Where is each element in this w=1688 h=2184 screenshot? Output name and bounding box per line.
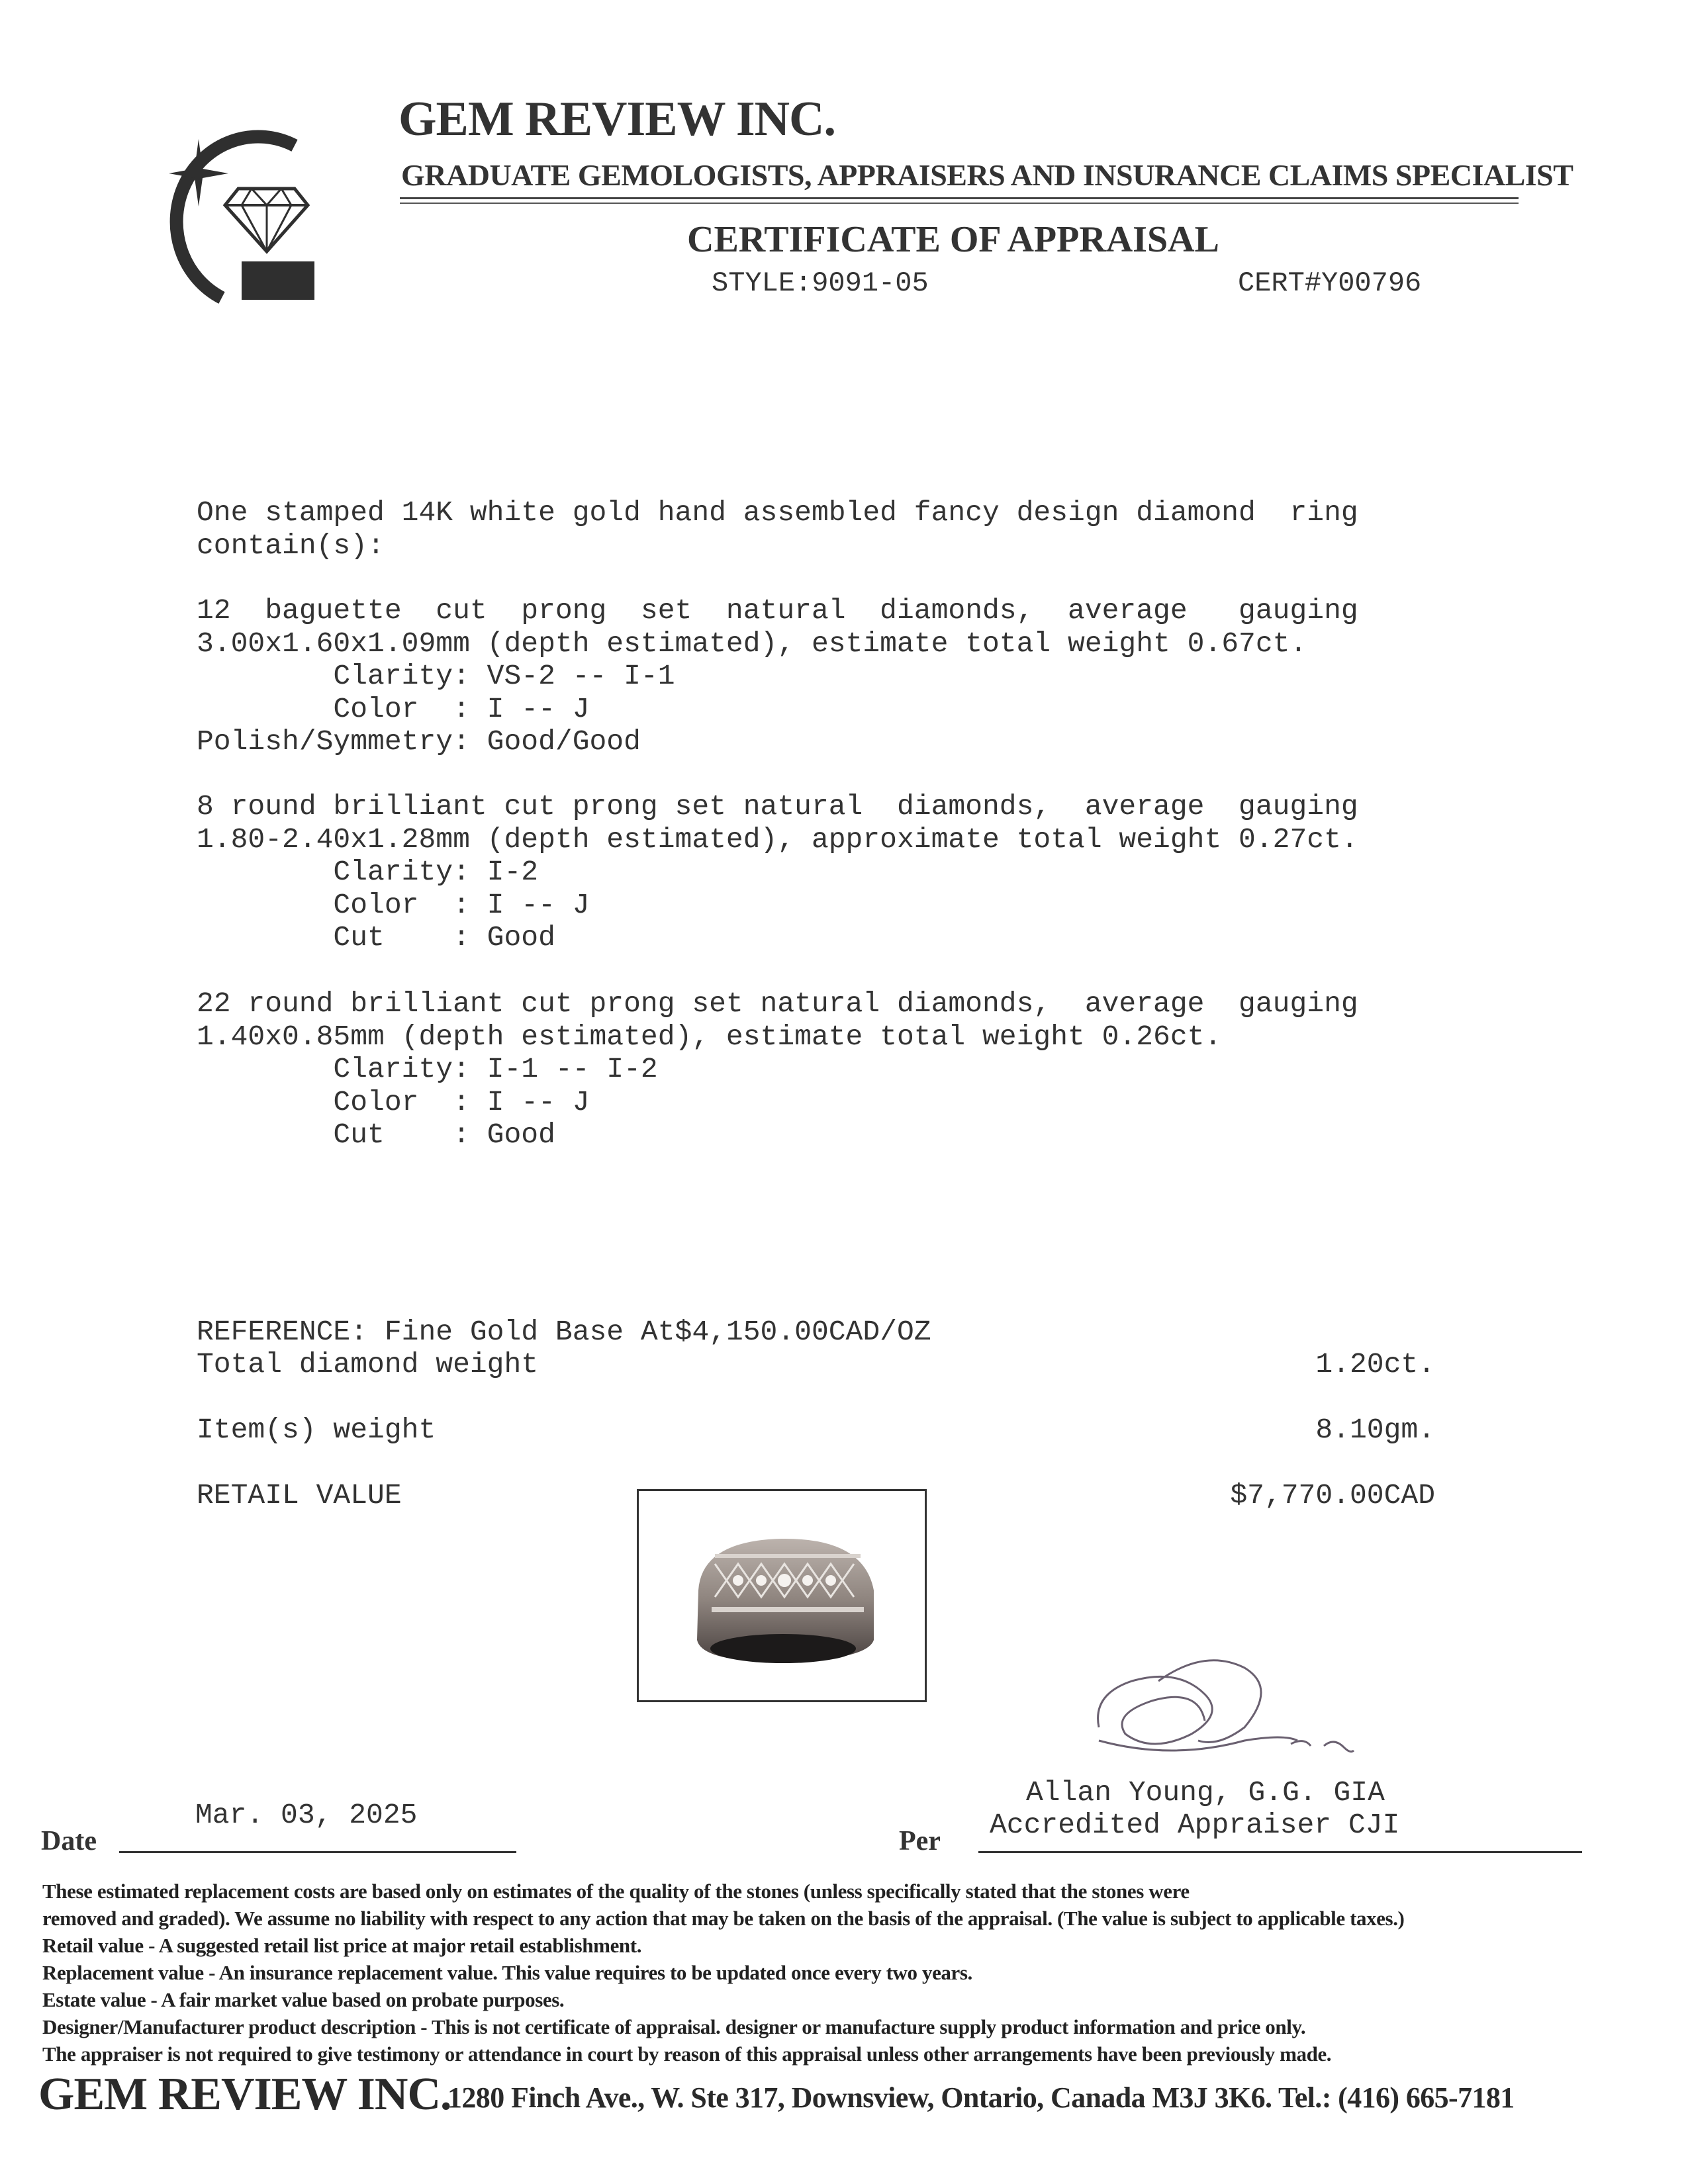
- signature-line: [978, 1851, 1582, 1853]
- per-label: Per: [899, 1826, 941, 1856]
- item-description: One stamped 14K white gold hand assembled fancy design diamond ring contain(s):: [197, 496, 1358, 562]
- footer-address: 1280 Finch Ave., W. Ste 317, Downsview, Ontario, Canada M3J 3K6. Tel.: (416) 665-7181: [447, 2081, 1515, 2114]
- disclaimer-line: These estimated replacement costs are based only on estimates of the quality of the stones (unless specifically stated that the stones were: [42, 1880, 1190, 1903]
- disclaimer-line: Designer/Manufacturer product description - This is not certificate of appraisal. designer or manufacture supply product information and price only.: [42, 2015, 1306, 2038]
- item-weight-label: Item(s) weight: [197, 1414, 436, 1446]
- company-tagline: GRADUATE GEMOLOGISTS, APPRAISERS AND INSURANCE CLAIMS SPECIALIST: [401, 158, 1573, 192]
- diamond-ring-photo: [637, 1489, 927, 1702]
- disclaimer-line: Replacement value - An insurance replacement value. This value requires to be updated once every two years.: [42, 1961, 972, 1984]
- header-rule: [400, 203, 1519, 204]
- disclaimer-line: removed and graded). We assume no liability with respect to any action that may be taken on the basis of the appraisal. (The value is subject to applicable taxes.): [42, 1907, 1405, 1930]
- total-weight-value: 1.20ct.: [1315, 1348, 1435, 1381]
- footer-company-name: GEM REVIEW INC.: [38, 2069, 451, 2120]
- ring-image: [639, 1491, 925, 1700]
- disclaimer-line: Estate value - A fair market value based on probate purposes.: [42, 1988, 565, 2011]
- appraiser-name: Allan Young, G.G. GIA: [1026, 1776, 1385, 1809]
- g-diamond-logo-icon: [142, 99, 334, 304]
- style-number: STYLE:9091-05: [712, 267, 929, 299]
- disclaimer-line: Retail value - A suggested retail list price at major retail establishment.: [42, 1934, 642, 1957]
- disclaimer-line: The appraiser is not required to give testimony or attendance in court by reason of this appraisal unless other arrangements have been previously made.: [42, 2042, 1332, 2066]
- date-line: [119, 1851, 516, 1853]
- company-name: GEM REVIEW INC.: [399, 92, 835, 146]
- gold-reference-price: REFERENCE: Fine Gold Base At$4,150.00CAD/OZ: [197, 1316, 931, 1348]
- handwritten-signature: [1072, 1641, 1403, 1774]
- total-weight-label: Total diamond weight: [197, 1348, 539, 1381]
- appraisal-date: Mar. 03, 2025: [195, 1799, 418, 1831]
- certificate-number: CERT#Y00796: [1238, 267, 1422, 299]
- appraiser-title: Accredited Appraiser CJI: [990, 1809, 1400, 1841]
- retail-value-label: RETAIL VALUE: [197, 1479, 402, 1512]
- header-rule: [400, 197, 1519, 199]
- item-weight-value: 8.10gm.: [1315, 1414, 1435, 1446]
- diamond-group-round-8: 8 round brilliant cut prong set natural diamonds, average gauging 1.80-2.40x1.28mm (depth estimated), approximate total weight 0.27ct. Clarity: I-2 Color : I -- J Cut : Good: [197, 790, 1358, 954]
- diamond-group-baguette: 12 baguette cut prong set natural diamonds, average gauging 3.00x1.60x1.09mm (depth estimated), estimate total weight 0.67ct. Clarity: VS-2 -- I-1 Color : I -- J Polish/Symmetry: Good/Good: [197, 594, 1358, 758]
- diamond-group-round-22: 22 round brilliant cut prong set natural diamonds, average gauging 1.40x0.85mm (depth estimated), estimate total weight 0.26ct. Clarity: I-1 -- I-2 Color : I -- J Cut : Good: [197, 987, 1358, 1151]
- date-label: Date: [41, 1826, 97, 1856]
- certificate-title: CERTIFICATE OF APPRAISAL: [687, 219, 1219, 260]
- retail-value-amount: $7,770.00CAD: [1230, 1479, 1435, 1512]
